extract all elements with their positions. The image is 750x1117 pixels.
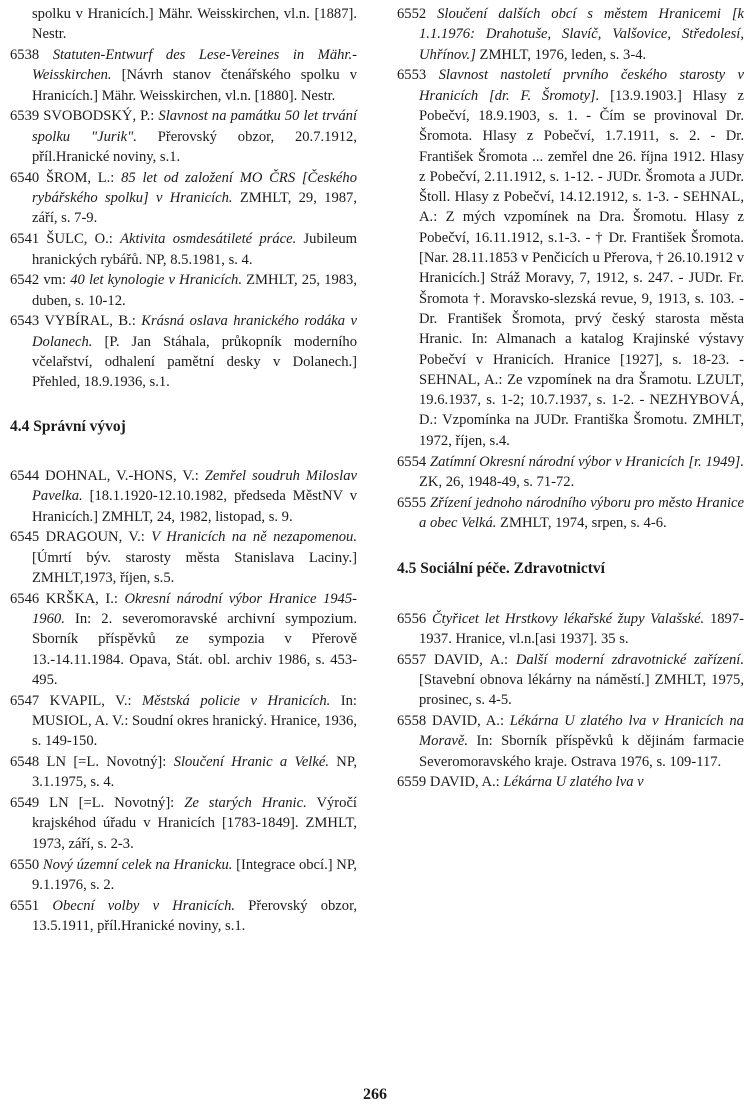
entry-details: NP, 3.1.1975, s. 4. [32,754,357,791]
bibliography-entry [397,772,744,792]
entry-title: Městská policie v Hranicích. [142,692,331,709]
bibliography-entry [10,106,357,167]
bibliography-entry [10,752,357,793]
entry-number: 6540 [10,169,40,186]
bibliography-entry [397,493,744,534]
bibliography-entry [397,609,744,650]
entry-author: DAVID, A.: [429,774,504,791]
continuation-text: spolku v Hranicích.] Mähr. Weisskirchen, vl.n. [1887]. Nestr. [32,6,357,43]
entry-details: [18.1.1920-12.10.1982, předseda MěstNV v Hranicích.] ZMHLT, 24, 1982, listopad, s. 9. [32,488,357,525]
entry-title: Okresní národní výbor Hranice 1945-1960. [32,590,357,628]
entry-number: 6547 [10,692,40,709]
entry-details: [Úmrtí býv. starosty města Stanislava Laciny.] ZMHLT,1973, říjen, s.5. [32,549,357,586]
entry-number: 6538 [10,47,40,64]
entry-number: 6551 [10,897,40,914]
entry-list [10,466,357,936]
entry-title: 85 let od založení MO ČRS [Českého rybářského spolku] v Hranicích. [32,169,357,207]
bibliography-entry [10,168,357,229]
left-column [10,4,357,937]
entry-author: DAVID, A.: [431,713,510,729]
right-column [397,4,744,793]
bibliography-entry [10,793,357,854]
entry-title: Lékárna U zlatého lva v Hranicích na Moravě. [419,713,744,750]
entry-number: 6545 [10,529,40,546]
page-number: 266 [363,1086,387,1103]
entry-number: 6549 [10,795,40,812]
entry-details: ZMHLT, 25, 1983, duben, s. 10-12. [32,272,357,309]
entry-details: ZMHLT, 1976, leden, s. 3-4. [475,46,647,63]
entry-details: Přerovský obzor, 20.7.1912, příl.Hranické noviny, s.1. [32,128,357,166]
entry-number: 6552 [397,6,427,22]
entry-title: 40 let kynologie v Hranicích. [70,272,242,289]
entry-title: Zřízení jednoho národního výboru pro město Hranice a obec Velká. [419,494,744,531]
bibliography-entry [10,527,357,588]
entry-details: [P. Jan Stáhala, průkopník moderního včelařství, odhalení pamětní desky v Dolanech.] Přehled, 18.9.1936, s.1. [32,333,357,391]
entry-author: VYBÍRAL, B.: [44,313,142,330]
bibliography-entry [10,896,357,937]
entry-title: Obecní volby v Hranicích. [52,897,236,914]
entry-details: [Návrh stanov čtenářského spolku v Hranicích.] Mähr. Weisskirchen, vl.n. [1880]. Nestr. [32,67,357,104]
entry-title: Sloučení Hranic a Velké. [173,754,329,771]
entry-details: In: Sborník příspěvků k dějinám farmacie Severomoravského kraje. Ostrava 1976, s. 109-117. [419,733,744,770]
entry-number: 6542 [10,272,40,289]
entry-author: vm: [43,272,71,289]
entry-details: [Integrace obcí.] NP, 9.1.1976, s. 2. [32,856,357,893]
entry-details: Výročí krajskéhod úřadu v Hranicích [1783-1849]. ZMHLT, 1973, září, s. 2-3. [32,795,357,852]
entry-number: 6544 [10,467,40,484]
entry-author: LN [=L. Novotný]: [46,754,174,771]
bibliography-entry [10,311,357,392]
bibliography-entry [397,4,744,65]
bibliography-entry [397,65,744,451]
entry-author: KVAPIL, V.: [49,692,143,709]
bibliography-entry [397,452,744,493]
entry-title: V Hranicích na ně nezapomenou. [151,529,358,546]
entry-title: Čtyřicet let Hrstkovy lékařské župy Valašské. [431,610,705,627]
bibliography-entry [10,855,357,896]
entry-number: 6546 [10,590,40,607]
entry-author: SVOBODSKÝ, P.: [43,108,159,125]
entry-number: 6539 [10,108,40,125]
entry-number: 6555 [397,494,427,511]
entry-details: ZMHLT, 1974, srpen, s. 4-6. [496,514,667,531]
bibliography-entry [10,691,357,752]
entry-number: 6556 [397,610,427,627]
entry-title: Nový územní celek na Hranicku. [42,856,233,873]
bibliography-entry [10,270,357,311]
section-heading: 4.4 Správní vývoj [10,417,126,435]
entry-title: Statuten-Entwurf des Lese-Vereines in Mähr.-Weisskirchen. [32,47,357,84]
entry-number: 6541 [10,231,40,248]
bibliography-entry [397,650,744,711]
entry-author: LN [=L. Novotný]: [49,795,185,812]
entry-list [10,45,357,393]
entry-details: ZMHLT, 29, 1987, září, s. 7-9. [32,190,357,227]
entry-author: DOHNAL, V.-HONS, V.: [45,467,205,484]
entry-details: [13.9.1903.] Hlasy z Pobečví, 18.9.1903, s. 1. - Čím se provinoval Dr. Šromota. Hlasy z Pobečví, 1.7.1911, s. 2. - Dr. František Šromota ... zemřel dne 26. října 1912. Hlasy z Pobečví, 2.11.1912, s. 1-12. - JUDr. Šromota a JUDr. Štoll. Hlasy z Pobečví, 14.12.1912, s. 1-3. - SEHNAL, A.: Z mých vzpomínek na Dra. Šromotu. Hlasy z Pobečví, 16.11.1912, s.1-3. - † Dr. František Šromota. [Nar. 28.11.1853 v Penčicích u Přerova, † 26.10.1912 v Hranicích.] Stráž Moravy, 7, 1912, s. 247. - JUDr. Fr. Šromota †. Moravsko-slezská revue, 9, 1913, s. 103. - Dr. František Šromota, prvý český starosta města Hranic. In: Almanach a katalog Krajinské výstavy Pobečví v Hranicích. Hranice [1927], s. 18-23. - SEHNAL, A.: Ze vzpomínek na dra Šramotu. LZULT, 19.6.1937, s. 1-2; 10.7.1937, s. 1-2. - NEZHYBOVÁ, D.: Vzpomínka na JUDr. Františka Šromotu. ZMHLT, 1972, říjen, s.4. [419,87,744,449]
entry-title: Ze starých Hranic. [184,795,307,812]
entry-number: 6557 [397,651,427,668]
entry-details: Jubileum hranických rybářů. NP, 8.5.1981, s. 4. [32,231,357,268]
bibliography-entry [10,466,357,527]
entry-number: 6554 [397,453,427,470]
entry-details: ZK, 26, 1948-49, s. 71-72. [419,473,575,490]
entry-title: Zemřel soudruh Miloslav Pavelka. [32,467,357,505]
entry-number: 6553 [397,67,427,84]
entry-author: ŠULC, O.: [46,231,121,248]
entry-title: Sloučení dalších obcí s městem Hranicemi [k 1.1.1976: Drahotuše, Slavíč, Valšovice, Středolesí, Uhřínov.] [419,6,744,63]
entry-details: In: MUSIOL, A. V.: Soudní okres hranický. Hranice, 1936, s. 149-150. [32,692,357,750]
entry-details: [Stavební obnova lékárny na náměstí.] ZMHLT, 1975, prosinec, s. 4-5. [419,671,744,709]
entry-title: Slavnost nastoletí prvního českého starosty v Hranicích [dr. F. Šromoty]. [419,67,744,104]
entry-title: Zatímní Okresní národní výbor v Hranicích [r. 1949]. [429,453,745,470]
entry-title: Další moderní zdravotnické zařízení. [515,651,744,668]
entry-author: DAVID, A.: [434,651,516,668]
entry-title: Aktivita osmdesátileté práce. [120,231,297,248]
entry-number: 6559 [397,774,427,791]
entry-author: DRAGOUN, V.: [45,529,152,546]
section-heading: 4.5 Sociální péče. Zdravotnictví [397,560,605,578]
entry-title: Lékárna U zlatého lva v [503,774,644,791]
entry-details: Přerovský obzor, 13.5.1911, příl.Hranické noviny, s.1. [32,897,357,934]
entry-details: 1897-1937. Hranice, vl.n.[asi 1937]. 35 s. [419,610,744,647]
bibliography-entry [10,229,357,270]
entry-number: 6558 [397,713,427,729]
bibliography-entry [10,589,357,690]
entry-author: KRŠKA, I.: [45,590,125,607]
entry-author: ŠROM, L.: [45,169,122,186]
entry-number: 6548 [10,754,40,771]
entry-number: 6550 [10,856,40,873]
entry-details: In: 2. severomoravské archivní sympozium. Sborník příspěvků ze sympozia v Přerově 13.-14.11.1984. Opava, Stát. obl. archiv 1986, s. 453-495. [32,611,357,688]
entry-title: Slavnost na památku 50 let trvání spolku "Jurik". [32,108,357,145]
entry-list [397,4,744,533]
entry-number: 6543 [10,313,40,330]
entry-list [397,609,744,793]
entry-title: Krásná oslava hranického rodáka v Dolanech. [32,313,358,350]
bibliography-entry [10,45,357,106]
bibliography-entry [397,711,744,772]
